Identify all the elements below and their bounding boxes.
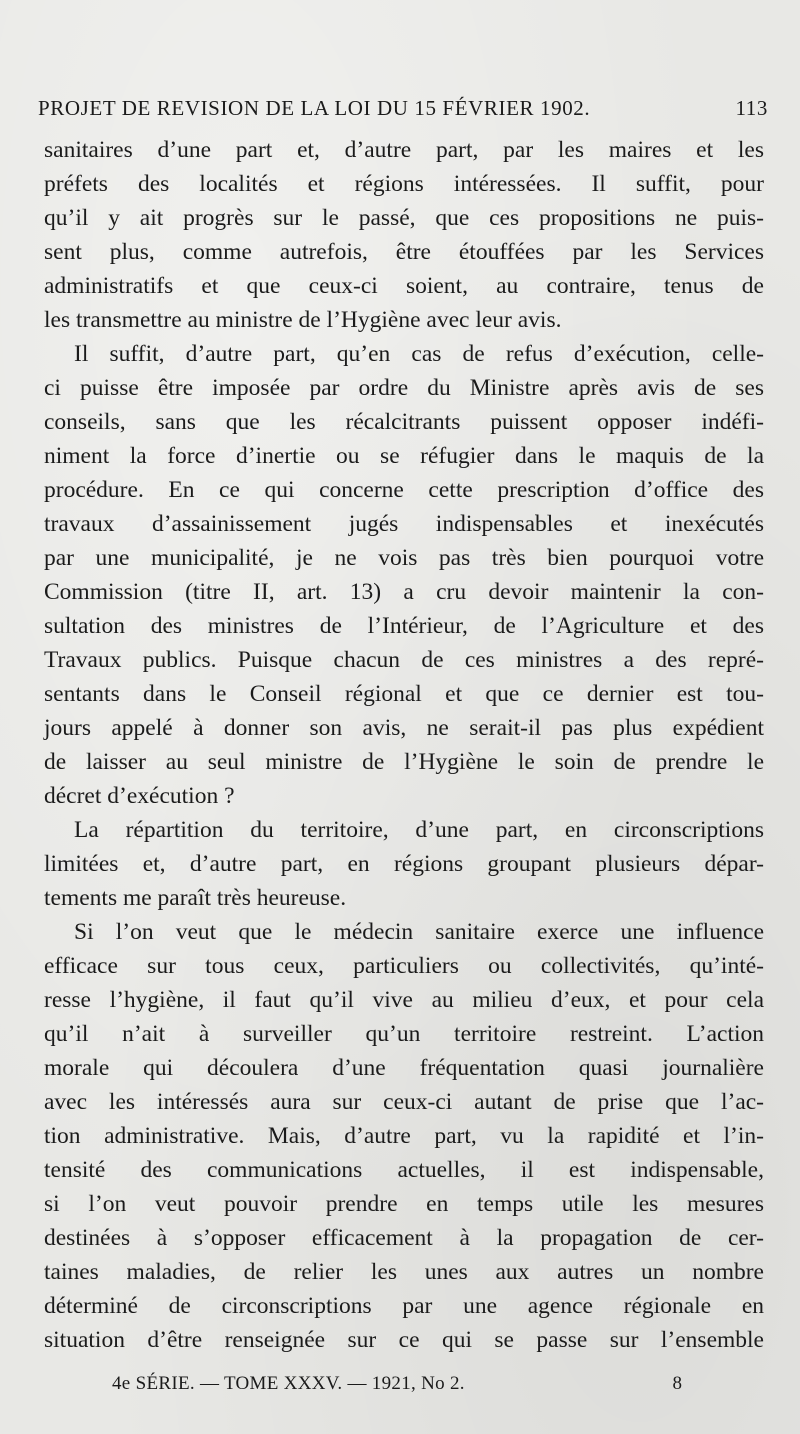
text-line: tements me paraît très heureuse. (44, 885, 347, 911)
text-line: par une municipalité, je ne vois pas très bien pourquoi votre (44, 545, 764, 571)
text-line: sultation des ministres de l’Intérieur, de l’Agriculture et des (44, 613, 764, 639)
text-line: resse l’hygiène, il faut qu’il vive au milieu d’eux, et pour cela (44, 987, 764, 1013)
signature-mark: 8 (672, 1373, 682, 1394)
text-line: avec les intéressés aura sur ceux-ci autant de prise que l’ac- (44, 1089, 764, 1115)
paragraph (44, 337, 764, 813)
paragraph (44, 133, 764, 337)
text-line: sent plus, comme autrefois, être étouffées par les Services (44, 239, 764, 265)
text-line: Si l’on veut que le médecin sanitaire exerce une influence (74, 919, 764, 945)
text-line: morale qui découlera d’une fréquentation quasi journalière (44, 1055, 764, 1081)
text-line: situation d’être renseignée sur ce qui se passe sur l’ensemble (44, 1327, 764, 1353)
footer-signature: 4e SÉRIE. — TOME XXXV. — 1921, No 2. (112, 1373, 465, 1394)
text-line: administratifs et que ceux-ci soient, au contraire, tenus de (44, 273, 764, 299)
text-line: limitées et, d’autre part, en régions groupant plusieurs dépar- (44, 851, 764, 877)
text-line: niment la force d’inertie ou se réfugier dans le maquis de la (44, 443, 764, 469)
running-title: PROJET DE REVISION DE LA LOI DU 15 FÉVRIER 1902. (38, 96, 591, 120)
paragraph (44, 915, 764, 1357)
text-line: qu’il n’ait à surveiller qu’un territoire restreint. L’action (44, 1021, 764, 1047)
text-line: travaux d’assainissement jugés indispensables et inexécutés (44, 511, 764, 537)
text-line: tion administrative. Mais, d’autre part, vu la rapidité et l’in- (44, 1123, 764, 1149)
text-line: si l’on veut pouvoir prendre en temps utile les mesures (44, 1191, 764, 1217)
text-line: destinées à s’opposer efficacement à la propagation de cer- (44, 1225, 764, 1251)
text-line: La répartition du territoire, d’une part, en circonscriptions (74, 817, 764, 843)
text-line: sanitaires d’une part et, d’autre part, par les maires et les (44, 137, 764, 163)
text-line: décret d’exécution ? (44, 783, 235, 809)
page-number: 113 (735, 96, 768, 120)
text-line: tensité des communications actuelles, il est indispensable, (44, 1157, 764, 1183)
running-head (38, 96, 768, 126)
paragraph (44, 813, 764, 915)
text-line: les transmettre au ministre de l’Hygiène avec leur avis. (44, 307, 562, 333)
text-line: procédure. En ce qui concerne cette prescription d’office des (44, 477, 764, 503)
footer (112, 1373, 682, 1401)
text-line: efficace sur tous ceux, particuliers ou collectivités, qu’inté- (44, 953, 764, 979)
text-line: déterminé de circonscriptions par une agence régionale en (44, 1293, 764, 1319)
text-line: taines maladies, de relier les unes aux autres un nombre (44, 1259, 764, 1285)
text-line: qu’il y ait progrès sur le passé, que ces propositions ne puis- (44, 205, 764, 231)
text-line: Il suffit, d’autre part, qu’en cas de refus d’exécution, celle- (74, 341, 764, 367)
text-line: sentants dans le Conseil régional et que ce dernier est tou- (44, 681, 764, 707)
body-text (44, 133, 764, 1357)
text-line: Commission (titre II, art. 13) a cru devoir maintenir la con- (44, 579, 764, 605)
text-line: préfets des localités et régions intéressées. Il suffit, pour (44, 171, 764, 197)
text-line: jours appelé à donner son avis, ne serait-il pas plus expédient (44, 715, 764, 741)
text-line: Travaux publics. Puisque chacun de ces ministres a des repré- (44, 647, 764, 673)
text-line: conseils, sans que les récalcitrants puissent opposer indéfi- (44, 409, 764, 435)
text-line: ci puisse être imposée par ordre du Ministre après avis de ses (44, 375, 764, 401)
text-line: de laisser au seul ministre de l’Hygiène le soin de prendre le (44, 749, 764, 775)
